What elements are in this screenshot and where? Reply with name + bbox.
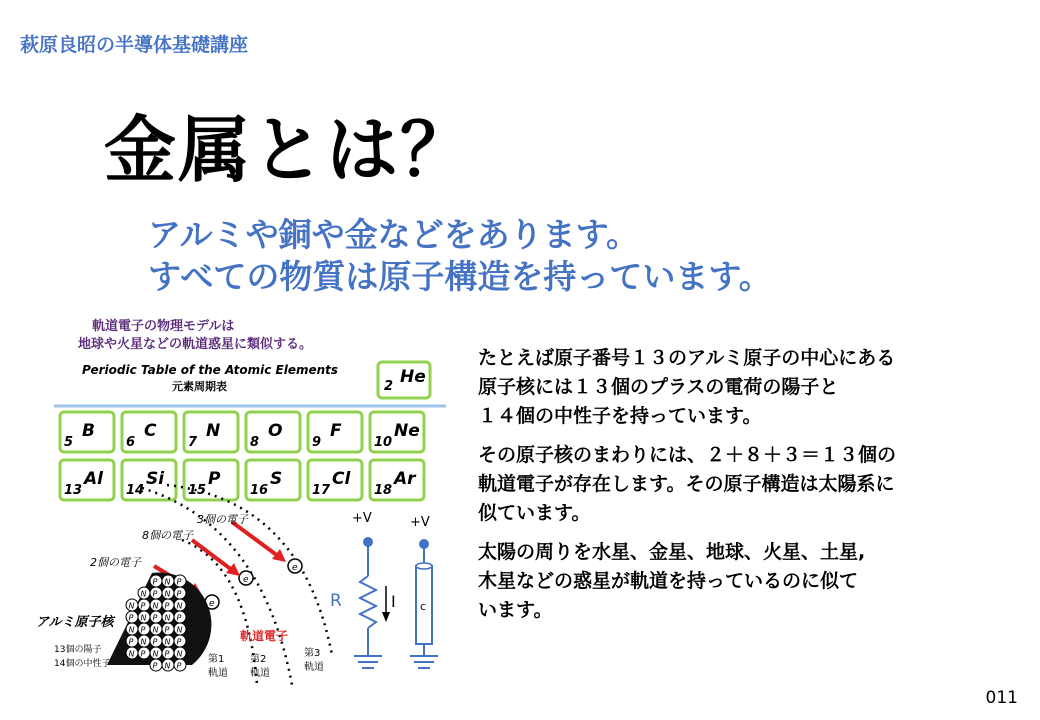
- orbit-2-label-a: 第2: [250, 654, 267, 665]
- svg-text:N: N: [140, 637, 147, 647]
- element-number: 18: [374, 483, 393, 498]
- orbital-electron-label: 軌道電子: [240, 629, 289, 643]
- svg-text:P: P: [176, 661, 182, 671]
- nucleus-label: アルミ原子核: [36, 615, 114, 630]
- svg-text:N: N: [176, 649, 183, 659]
- svg-text:P: P: [164, 601, 170, 611]
- element-number: 6: [126, 435, 136, 450]
- element-symbol: Ar: [394, 469, 416, 489]
- element-symbol: He: [400, 367, 426, 387]
- element-cell-he: [378, 362, 430, 398]
- element-symbol: N: [206, 421, 221, 441]
- caption-line-2: 地球や火星などの軌道惑星に類似する。: [78, 337, 313, 352]
- element-symbol: Ne: [394, 421, 420, 441]
- svg-text:N: N: [140, 613, 147, 623]
- element-number: 10: [374, 435, 393, 450]
- svg-text:N: N: [128, 649, 135, 659]
- svg-text:P: P: [140, 649, 146, 659]
- svg-text:P: P: [176, 637, 182, 647]
- slide-title: 金属とは？: [104, 108, 475, 192]
- element-number: 7: [188, 435, 198, 450]
- atom-diagram: [32, 310, 450, 700]
- subtitle-line-2: すべての物質は原子構造を持っています。: [148, 257, 772, 296]
- svg-text:P: P: [164, 649, 170, 659]
- svg-text:P: P: [152, 589, 158, 599]
- svg-text:N: N: [176, 625, 183, 635]
- svg-text:N: N: [140, 589, 147, 599]
- element-symbol: Cl: [332, 469, 351, 489]
- element-symbol: Al: [84, 469, 103, 489]
- body-text: [478, 344, 1018, 635]
- svg-text:N: N: [164, 661, 171, 671]
- slide-subtitle: [148, 214, 772, 298]
- element-symbol: F: [330, 421, 342, 441]
- svg-text:P: P: [128, 613, 134, 623]
- paragraph-2: その原子核のまわりには、２＋８＋３＝１３個の 軌道電子が存在します。その原子構造は太陽系に 似ています。: [478, 444, 897, 524]
- element-symbol: Si: [146, 469, 165, 489]
- svg-text:N: N: [152, 649, 159, 659]
- svg-text:N: N: [128, 625, 135, 635]
- svg-text:e: e: [292, 563, 298, 573]
- element-number: 14: [126, 483, 145, 498]
- subtitle-line-1: アルミや銅や金などをあります。: [148, 215, 640, 254]
- svg-text:P: P: [176, 589, 182, 599]
- svg-text:N: N: [164, 577, 171, 587]
- neutrons-label: 14個の中性子: [54, 659, 111, 669]
- electron-orbit3: [288, 559, 302, 573]
- svg-text:N: N: [164, 637, 171, 647]
- svg-text:P: P: [140, 625, 146, 635]
- paragraph-1: たとえば原子番号１３のアルミ原子の中心にある 原子核には１３個のプラスの電荷の陽子と １４個の中性子を持っています。: [478, 347, 896, 427]
- element-cell-n: [184, 412, 238, 452]
- svg-text:N: N: [176, 601, 183, 611]
- svg-text:P: P: [176, 613, 182, 623]
- element-cell-f: [308, 412, 362, 452]
- electron-orbit2: [239, 571, 253, 585]
- element-cell-ar: [370, 460, 424, 500]
- element-symbol: S: [270, 469, 283, 489]
- table-title: Periodic Table of the Atomic Elements: [82, 363, 339, 377]
- orbit-3-label-b: 軌道: [304, 662, 324, 673]
- element-cell-p: [184, 460, 238, 500]
- element-symbol: B: [82, 421, 95, 441]
- element-symbol: P: [208, 469, 221, 489]
- svg-text:e: e: [243, 575, 249, 585]
- element-number: 2: [384, 379, 394, 394]
- orbit-1-label-a: 第1: [208, 654, 225, 665]
- svg-text:N: N: [152, 625, 159, 635]
- i-label: I: [391, 592, 396, 611]
- svg-text:P: P: [128, 637, 134, 647]
- svg-text:P: P: [152, 577, 158, 587]
- element-cell-si: [122, 460, 176, 500]
- svg-text:e: e: [209, 599, 215, 609]
- vplus-label-r: +V: [352, 511, 372, 526]
- atom-figure: [32, 310, 450, 700]
- element-cell-al: [60, 460, 114, 500]
- svg-text:P: P: [152, 613, 158, 623]
- element-cell-cl: [308, 460, 362, 500]
- table-subtitle: 元素周期表: [172, 380, 227, 393]
- orbit-3-label-a: 第3: [304, 648, 321, 659]
- svg-text:N: N: [128, 601, 135, 611]
- element-cell-ne: [370, 412, 424, 452]
- svg-text:N: N: [164, 613, 171, 623]
- element-number: 13: [64, 483, 83, 498]
- element-number: 9: [312, 435, 322, 450]
- element-number: 8: [250, 435, 260, 450]
- element-symbol: C: [144, 421, 157, 441]
- paragraph-3: 太陽の周りを水星、金星、地球、火星、土星, 木星などの惑星が軌道を持っているのに似て います。: [478, 541, 866, 621]
- orbit-2-label-b: 軌道: [250, 668, 270, 679]
- c-label: c: [420, 600, 427, 613]
- caption-line-1: 軌道電子の物理モデルは: [92, 319, 235, 334]
- course-header: 萩原良昭の半導体基礎講座: [20, 34, 249, 56]
- svg-text:P: P: [152, 637, 158, 647]
- element-number: 17: [312, 483, 331, 498]
- element-cell-o: [246, 412, 300, 452]
- svg-text:P: P: [164, 625, 170, 635]
- element-number: 15: [188, 483, 207, 498]
- label-8-electrons: 8個の電子: [142, 529, 193, 542]
- element-number: 16: [250, 483, 269, 498]
- label-2-electrons: 2個の電子: [90, 556, 141, 569]
- element-cell-c: [122, 412, 176, 452]
- vplus-label-c: +V: [410, 515, 430, 530]
- svg-text:N: N: [152, 601, 159, 611]
- page-number: 011: [985, 688, 1018, 708]
- svg-text:P: P: [152, 661, 158, 671]
- label-3-electrons: 3個の電子: [197, 513, 248, 526]
- svg-text:P: P: [176, 577, 182, 587]
- r-label: R: [330, 591, 342, 611]
- element-symbol: O: [268, 421, 283, 441]
- svg-text:N: N: [164, 589, 171, 599]
- svg-text:P: P: [140, 601, 146, 611]
- orbit-1-label-b: 軌道: [208, 668, 228, 679]
- element-cell-b: [60, 412, 114, 452]
- element-cell-s: [246, 460, 300, 500]
- protons-label: 13個の陽子: [54, 645, 102, 655]
- element-number: 5: [64, 435, 74, 450]
